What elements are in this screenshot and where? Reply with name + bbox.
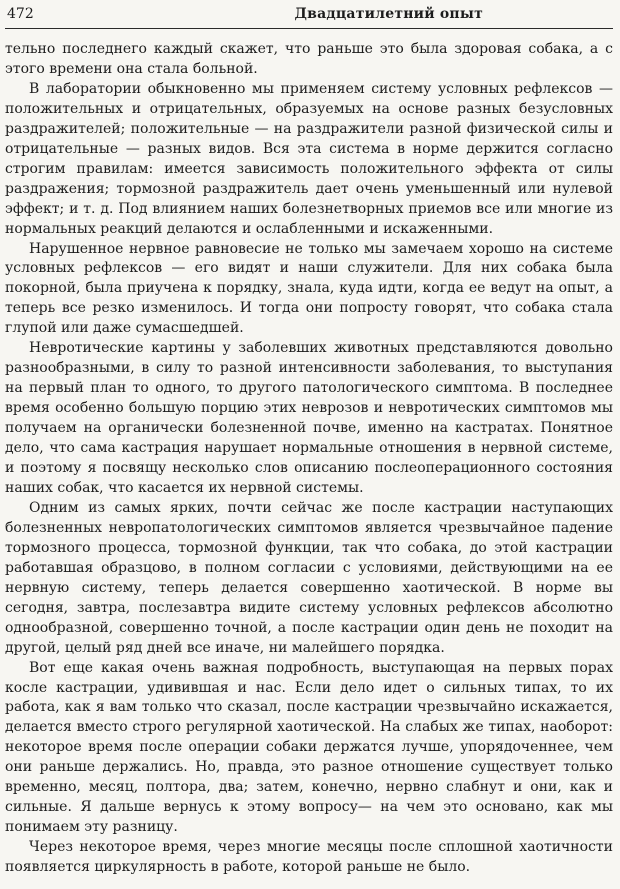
running-head — [5, 0, 613, 29]
running-title: Двадцатилетний опыт — [294, 6, 483, 22]
paragraph-inhibition-decline: Одним из самых ярких, почти сейчас же после кастрации наступающих болезненных невропатологических симптомов является чрезвычайное падение тормозного процесса, тормозной функции, так что собака, до этой кастрации работавшая образцово, в полном согласии с условиями, действующими на ее нервную систему, теперь делается совершенно хаотической. В норме вы сегодня, завтра, послезавтра видите систему условных рефлексов абсолютно однообразной, совершенно точной, а после кастрации один день не походит на другой, целый ряд дней все иначе, ни малейшего порядка. — [5, 499, 613, 656]
paragraph-laboratory-reflexes: В лаборатории обыкновенно мы применяем систему условных рефлексов — положительных и отрицательных, образуемых на основе разных безусловных раздражителей; положительные — на раздражители разной физической силы и отрицательные — разных видов. Вся эта система в норме держится согласно строгим правилам: имеется зависимость положительного эффекта от силы раздражения; тормозной раздражитель дает очень уменьшенный или нулевой эффект; и т. д. Под влиянием наших болезнетворных приемов все или многие из нормальных реакций делаются и ослабленными и искаженными. — [5, 80, 613, 237]
paragraph-neurotic-pictures: Невротические картины у заболевших животных представляются довольно разнообразными, в силу то разной интенсивности заболевания, то выступания на первый план то одного, то другого патологического симптома. В последнее время особенно большую порцию этих неврозов и невротических симптомов мы получаем на органически болезненной почве, именно на кастратах. Понятное дело, что сама кастрация нарушает нормальные отношения в нервной системе, и поэтому я посвящу несколько слов описанию послеоперационного состояния наших собак, что касается их нервной системы. — [5, 340, 613, 496]
page-number: 472 — [7, 6, 34, 22]
paragraph-nervous-balance: Нарушенное нервное равновесие не только мы замечаем хорошо на системе условных рефлексов — его видят и наши служители. Для них собака была покорной, была приучена к порядку, знала, куда идти, когда ее ведут на опыт, а теперь все резко изменилось. И тогда они попросту говорят, что собака стала глупой или даже сумасшедшей. — [5, 240, 613, 337]
paragraph-continuation: тельно последнего каждый скажет, что раньше это была здоровая собака, а с этого времени она стала больной. — [5, 41, 613, 77]
body-text — [5, 29, 613, 878]
paragraph-circularity: Через некоторое время, через многие месяцы после сплошной хаотичности появляется циркулярность в работе, которой раньше не было. — [5, 839, 613, 876]
paragraph-strong-weak-types: Вот еще какая очень важная подробность, выступающая на первых порах косле кастрации, удивившая и нас. Если дело идет о сильных типах, то их работа, как я вам только что сказал, после кастрации чрезвычайно искажается, делается вместо строго регулярной хаотической. На слабых же типах, наоборот: некоторое время после операции собаки держатся лучше, упорядоченнее, чем они раньше держались. Но, правда, это разное отношение существует только временно, месяц, полтора, два; затем, конечно, нервно слабнут и они, как и сильные. Я дальше вернусь к этому вопросу— на чем это основано, как мы понимаем эту разницу. — [5, 659, 613, 836]
